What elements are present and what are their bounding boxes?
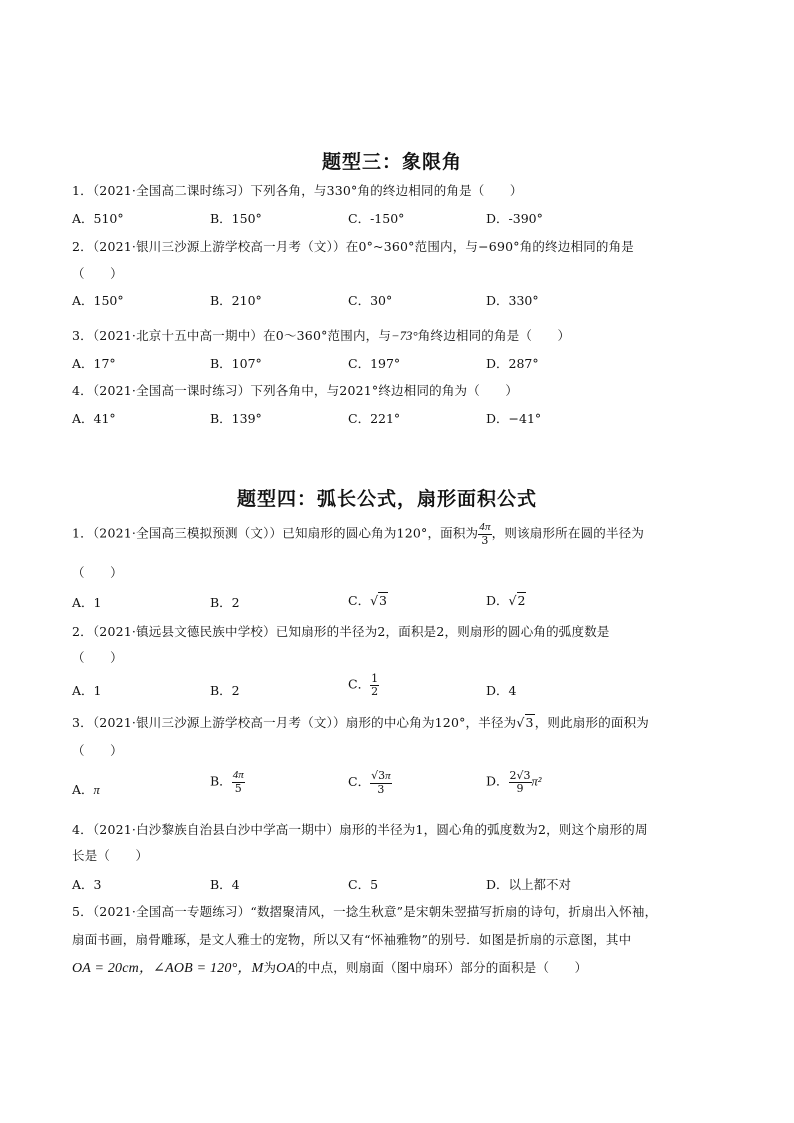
fraction xyxy=(478,522,491,546)
question-stem-continuation xyxy=(72,957,587,977)
fraction-denominator: 2 xyxy=(371,684,379,698)
option-c xyxy=(348,591,388,609)
option-a xyxy=(72,780,100,798)
option-a: A．3 xyxy=(72,877,102,892)
section-title-quadrant-angles: 题型三：象限角 xyxy=(322,151,463,173)
option-d: D．−41° xyxy=(486,411,542,426)
answer-blank: （ ） xyxy=(72,266,123,281)
fraction-denominator: 3 xyxy=(377,782,385,796)
option-d: D．-390° xyxy=(486,211,543,226)
option-c: C．5 xyxy=(348,877,379,892)
stem-text: 3．（2021·银川三沙源上游学校高一月考（文））扇形的中心角为120°，半径为 xyxy=(72,715,517,730)
option-b: B．2 xyxy=(210,683,240,698)
question-stem xyxy=(72,522,644,546)
option-c: C．197° xyxy=(348,356,401,371)
question-stem: 2．（2021·镇远县文德民族中学校）已知扇形的半径为2，面积是2，则扇形的圆心角的弧度数是 xyxy=(72,624,610,639)
question-stem: 2．（2021·银川三沙源上游学校高一月考（文））在0°~360°范围内，与−690°角的终边相同的角是 xyxy=(72,239,635,254)
math-expression: −73° xyxy=(391,329,418,343)
stem-text: 的中点，则扇面（图中扇环）部分的面积是（ ） xyxy=(295,960,588,975)
option-b: B．139° xyxy=(210,411,262,426)
option-d xyxy=(486,770,542,794)
option-d: D．4 xyxy=(486,683,517,698)
fraction-denominator: 3 xyxy=(481,533,489,547)
fraction xyxy=(370,673,379,697)
stem-text: ，则此扇形的面积为 xyxy=(534,715,649,730)
stem-text: 1．（2021·全国高三模拟预测（文））已知扇形的圆心角为120°，面积为 xyxy=(72,525,479,541)
option-c: C．221° xyxy=(348,411,401,426)
section-title-arc-length-sector-area: 题型四：弧长公式，扇形面积公式 xyxy=(237,488,538,510)
option-d: D．330° xyxy=(486,293,539,308)
option-c: C．-150° xyxy=(348,211,405,226)
fraction-numerator: 4π xyxy=(479,521,491,533)
option-b: B．107° xyxy=(210,356,262,371)
option-d: D．以上都不对 xyxy=(486,877,572,892)
option-b: B．4 xyxy=(210,877,240,892)
option-b xyxy=(210,770,245,794)
option-a: A．1 xyxy=(72,683,102,698)
answer-blank: （ ） xyxy=(72,565,123,580)
fraction xyxy=(370,770,392,795)
pi-symbol: π xyxy=(385,770,391,782)
question-stem xyxy=(72,713,649,731)
radicand: 3 xyxy=(379,593,387,608)
option-c xyxy=(348,673,379,697)
question-stem: 4．（2021·白沙黎族自治县白沙中学高一期中）扇形的半径为1，圆心角的弧度数为2，则这个扇形的周 xyxy=(72,822,648,837)
stem-text: 3．（2021·北京十五中高一期中）在0～360°范围内，与 xyxy=(72,328,392,343)
option-a: A．150° xyxy=(72,293,124,308)
option-b: B．210° xyxy=(210,293,262,308)
stem-text: 为 xyxy=(263,960,277,975)
option-label: C． xyxy=(348,593,371,608)
option-d xyxy=(486,591,526,609)
radicand: 3 xyxy=(525,715,534,730)
question-stem: 4．（2021·全国高一课时练习）下列各角中，与2021°终边相同的角为（ ） xyxy=(72,383,519,398)
option-label: B． xyxy=(210,773,232,789)
option-label: D． xyxy=(486,593,509,608)
fraction-numerator: 2√3 xyxy=(509,769,531,782)
option-c xyxy=(348,770,392,795)
math-expression: OA = 20cm，∠AOB = 120°，M xyxy=(72,961,264,976)
option-a: A．510° xyxy=(72,211,124,226)
option-a: A．1 xyxy=(72,595,102,610)
option-label: C． xyxy=(348,676,371,692)
option-d: D．287° xyxy=(486,356,539,371)
stem-text: 角终边相同的角是（ ） xyxy=(417,328,571,343)
sqrt-expression: √2 xyxy=(508,593,526,608)
radicand: 2 xyxy=(517,593,526,608)
fraction xyxy=(509,770,532,794)
radicand: 3 xyxy=(523,769,531,782)
sqrt-expression: √3 xyxy=(370,593,387,608)
math-expression: π xyxy=(93,783,100,797)
fraction-numerator: √3π xyxy=(371,769,391,782)
fraction-numerator: 4π xyxy=(232,769,244,781)
question-stem: 1．（2021·全国高二课时练习）下列各角，与330°角的终边相同的角是（ ） xyxy=(72,183,523,198)
math-expression: OA xyxy=(276,961,296,976)
radicand: 3 xyxy=(378,769,386,782)
question-stem: 5．（2021·全国高一专题练习）“数摺聚清风，一捻生秋意”是宋朝朱翌描写折扇的诗句，折扇出入怀袖， xyxy=(72,904,658,919)
fraction xyxy=(232,770,245,794)
option-label: D． xyxy=(486,773,509,789)
pi-squared: π² xyxy=(531,774,542,789)
option-c: C．30° xyxy=(348,293,393,308)
stem-text: ，则该扇形所在圆的半径为 xyxy=(491,525,645,541)
question-stem-continuation: 扇面书画，扇骨雕琢，是文人雅士的宠物，所以又有“怀袖雅物”的别号．如图是折扇的示意图，其中 xyxy=(72,932,632,947)
option-b: B．150° xyxy=(210,211,262,226)
option-a: A．17° xyxy=(72,356,116,371)
answer-blank: （ ） xyxy=(72,650,123,665)
question-stem xyxy=(72,326,570,344)
coefficient: 2 xyxy=(509,769,517,782)
option-a: A．41° xyxy=(72,411,116,426)
option-label: A． xyxy=(72,782,94,797)
question-stem-continuation: 长是（ ） xyxy=(72,848,149,863)
fraction-denominator: 9 xyxy=(516,781,524,795)
option-b: B．2 xyxy=(210,595,240,610)
fraction-denominator: 5 xyxy=(234,781,242,795)
answer-blank: （ ） xyxy=(72,743,123,758)
fraction-numerator: 1 xyxy=(371,672,379,685)
sqrt-expression: √3 xyxy=(516,715,534,730)
option-label: C． xyxy=(348,774,371,790)
